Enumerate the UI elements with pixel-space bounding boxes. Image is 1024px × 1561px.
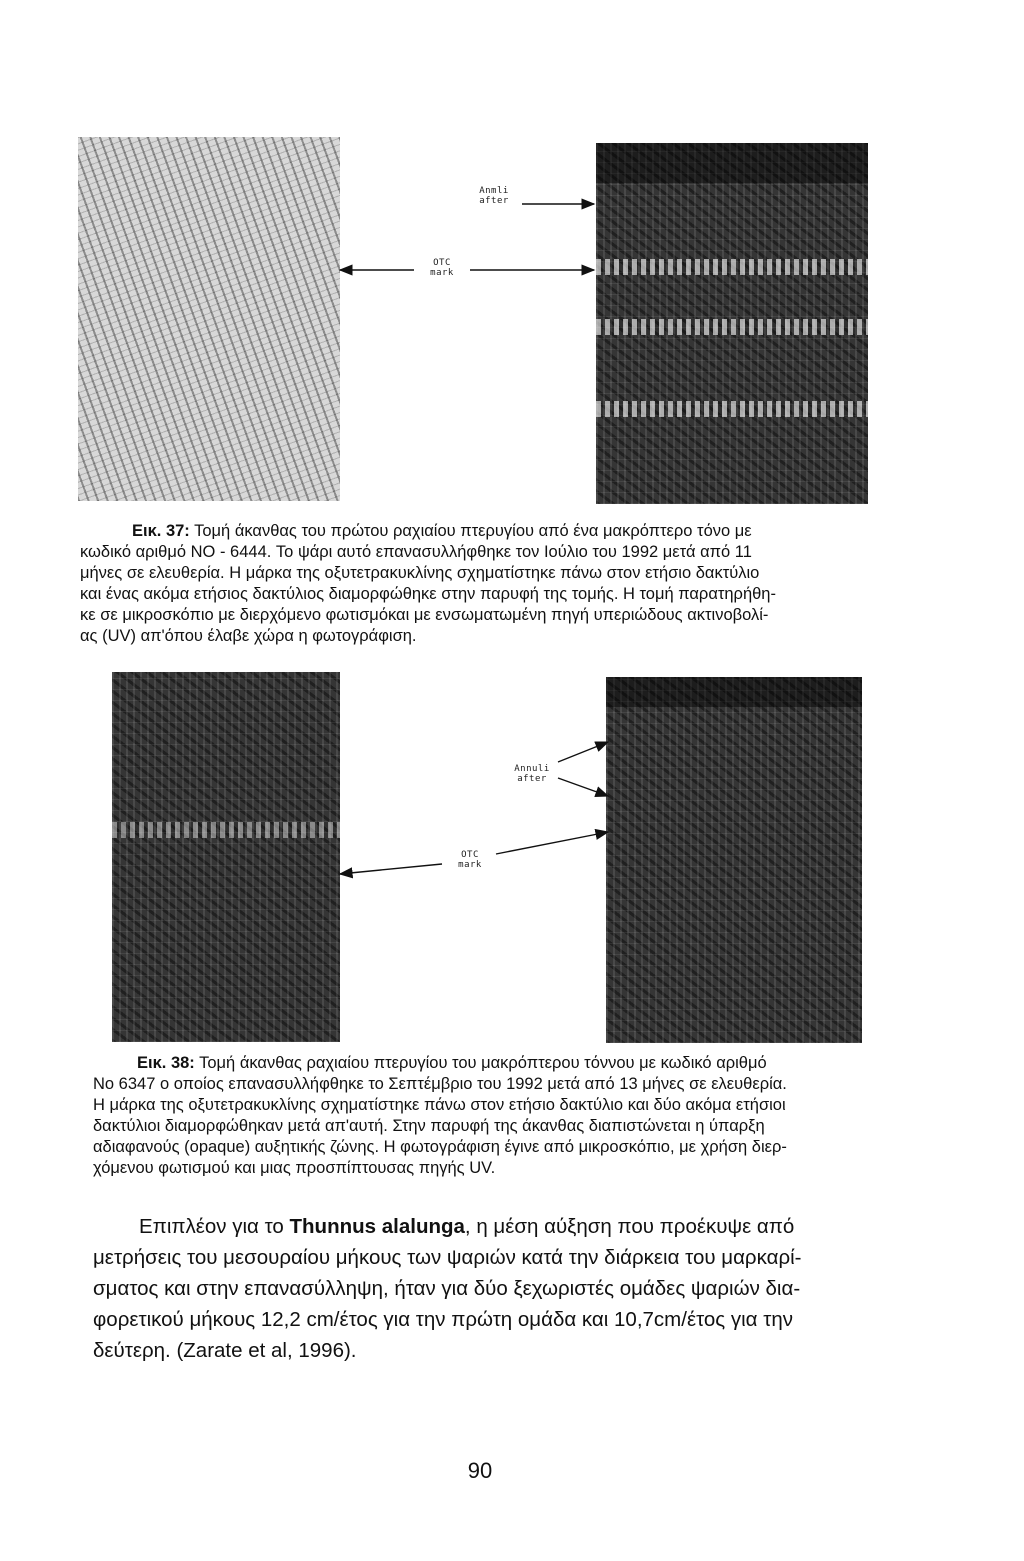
caption-line: Εικ. 37: Τομή άκανθας του πρώτου ραχιαίου πτερυγίου από ένα μακρόπτερο τόνο με [132, 522, 752, 540]
otc-mark-arrow-right [496, 832, 608, 854]
figure-number: Εικ. 38: [137, 1054, 195, 1072]
otc-mark-label: OTC mark [430, 258, 454, 278]
paragraph-line: Επιπλέον για το Thunnus alalunga, η μέση αύξηση που προέκυψε από [139, 1215, 795, 1238]
annuli-after-label: Annuli after [514, 764, 550, 784]
annuli-after-arrow [558, 778, 608, 796]
paragraph-line: σματος και στην επανασύλληψη, ήταν για δύο ξεχωριστές ομάδες ψαριών δια- [93, 1277, 801, 1300]
paragraph-line: μετρήσεις του μεσουραίου μήκους των ψαριών κατά την διάρκεια του μαρκαρί- [93, 1246, 802, 1269]
caption-line: Εικ. 38: Τομή άκανθας ραχιαίου πτερυγίου του μακρόπτερου τόννου με κωδικό αριθμό [137, 1054, 767, 1072]
caption-line: χόμενου φωτισμού και μιας προσπίπτουσας πηγής UV. [93, 1159, 496, 1177]
paragraph-line: φορετικού μήκους 12,2 cm/έτος για την πρώτη ομάδα και 10,7cm/έτος για την [93, 1308, 793, 1331]
annuli-after-label: Anmli after [479, 186, 509, 206]
caption-line: μήνες σε ελευθερία. Η μάρκα της οξυτετρακυκλίνης σχηματίστηκε πάνω στον ετήσιο δακτύλιο [80, 564, 760, 582]
caption-line: κωδικό αριθμό NO - 6444. Το ψάρι αυτό επανασυλλήφθηκε τον Ιούλιο του 1992 μετά από 11 [80, 543, 752, 561]
figure-38-caption [93, 1053, 923, 1179]
caption-line: κε σε μικροσκόπιο με διερχόμενο φωτισμόκαι με ενσωματωμένη πηγή υπεριώδους ακτινοβολί- [80, 606, 769, 624]
page-number: 90 [467, 1458, 493, 1483]
otc-mark-arrow-left [340, 864, 442, 874]
caption-line: Νο 6347 ο οποίος επανασυλλήφθηκε το Σεπτέμβριο του 1992 μετά από 13 μήνες σε ελευθερία. [93, 1075, 787, 1093]
caption-line: αδιαφανούς (opaque) αυξητικής ζώνης. Η φωτογράφιση έγινε από μικροσκόπιο, με χρήση διερ- [93, 1138, 787, 1156]
body-paragraph [93, 1211, 923, 1366]
caption-line: δακτύλιοι διαμορφώθηκαν μετά απ'αυτή. Στην παρυφή της άκανθας διαπιστώνεται η ύπαρξη [93, 1117, 765, 1135]
caption-line: ας (UV) απ'όπου έλαβε χώρα η φωτογράφιση. [80, 627, 417, 645]
figure-number: Εικ. 37: [132, 522, 190, 540]
species-name: Thunnus alalunga [289, 1215, 465, 1238]
caption-line: Η μάρκα της οξυτετρακυκλίνης σχηματίστηκε πάνω στον ετήσιο δακτύλιο και δύο ακόμα ετήσιοι [93, 1096, 786, 1114]
annuli-after-arrow [558, 742, 608, 762]
otc-mark-label: OTC mark [458, 850, 482, 870]
caption-line: και ένας ακόμα ετήσιος δακτύλιος διαμορφώθηκε στην παρυφή της τομής. Η τομή παρατηρήθη- [80, 585, 776, 603]
paragraph-line: δεύτερη. (Zarate et al, 1996). [93, 1339, 357, 1362]
